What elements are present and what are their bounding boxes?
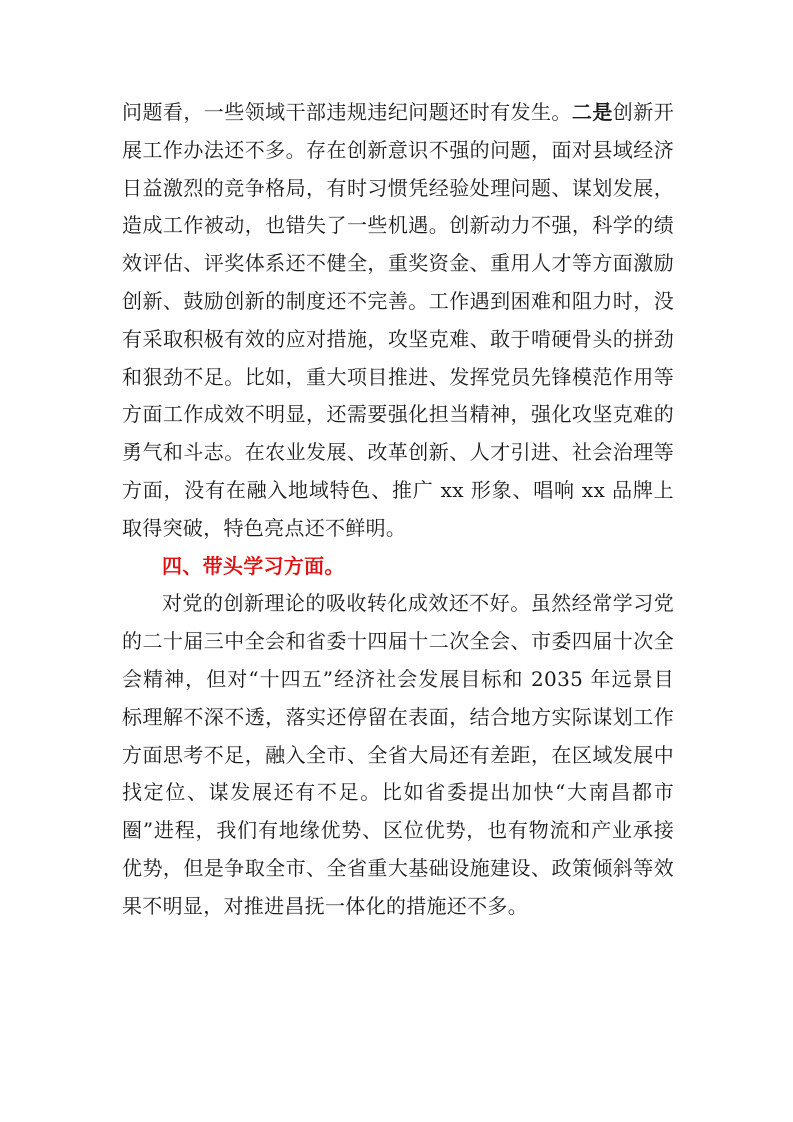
document-page	[122, 94, 674, 926]
bold-marker: 二是	[571, 100, 613, 124]
paragraph-text: 问题看，一些领域干部违规违纪问题还时有发生。	[122, 100, 572, 124]
paragraph-text: 创新开展工作办法还不多。存在创新意识不强的问题，面对县域经济日益激烈的竞争格局，有时习惯凭经验处理问题、谋划发展，造成工作被动，也错失了一些机遇。创新动力不强，科学的绩效评估、评奖体系还不健全，重奖资金、重用人才等方面激励创新、鼓励创新的制度还不完善。工作遇到困难和阻力时，没有采取积极有效的应对措施，攻坚克难、敢于啃硬骨头的拼劲和狠劲不足。比如，重大项目推进、发挥党员先锋模范作用等方面工作成效不明显，还需要强化担当精神，强化攻坚克难的勇气和斗志。在农业发展、改革创新、人才引进、社会治理等方面，没有在融入地域特色、推广 xx 形象、唱响 xx 品牌上取得突破，特色亮点还不鲜明。	[122, 100, 674, 540]
section-heading: 四、带头学习方面。	[162, 553, 345, 578]
paragraph: 对党的创新理论的吸收转化成效还不好。虽然经常学习党的二十届三中全会和省委十四届十二次全会、市委四届十次全会精神，但对“十四五”经济社会发展目标和 2035 年远景目标理解不深不透，落实还停留在表面，结合地方实际谋划工作方面思考不足，融入全市、全省大局还有差距，在区域发展中找定位、谋发展还有不足。比如省委提出加快“大南昌都市圈”进程，我们有地缘优势、区位优势，也有物流和产业承接优势，但是争取全市、全省重大基础设施建设、政策倾斜等效果不明显，对推进昌抚一体化的措施还不多。	[122, 591, 674, 918]
paragraph-continued	[122, 94, 674, 548]
